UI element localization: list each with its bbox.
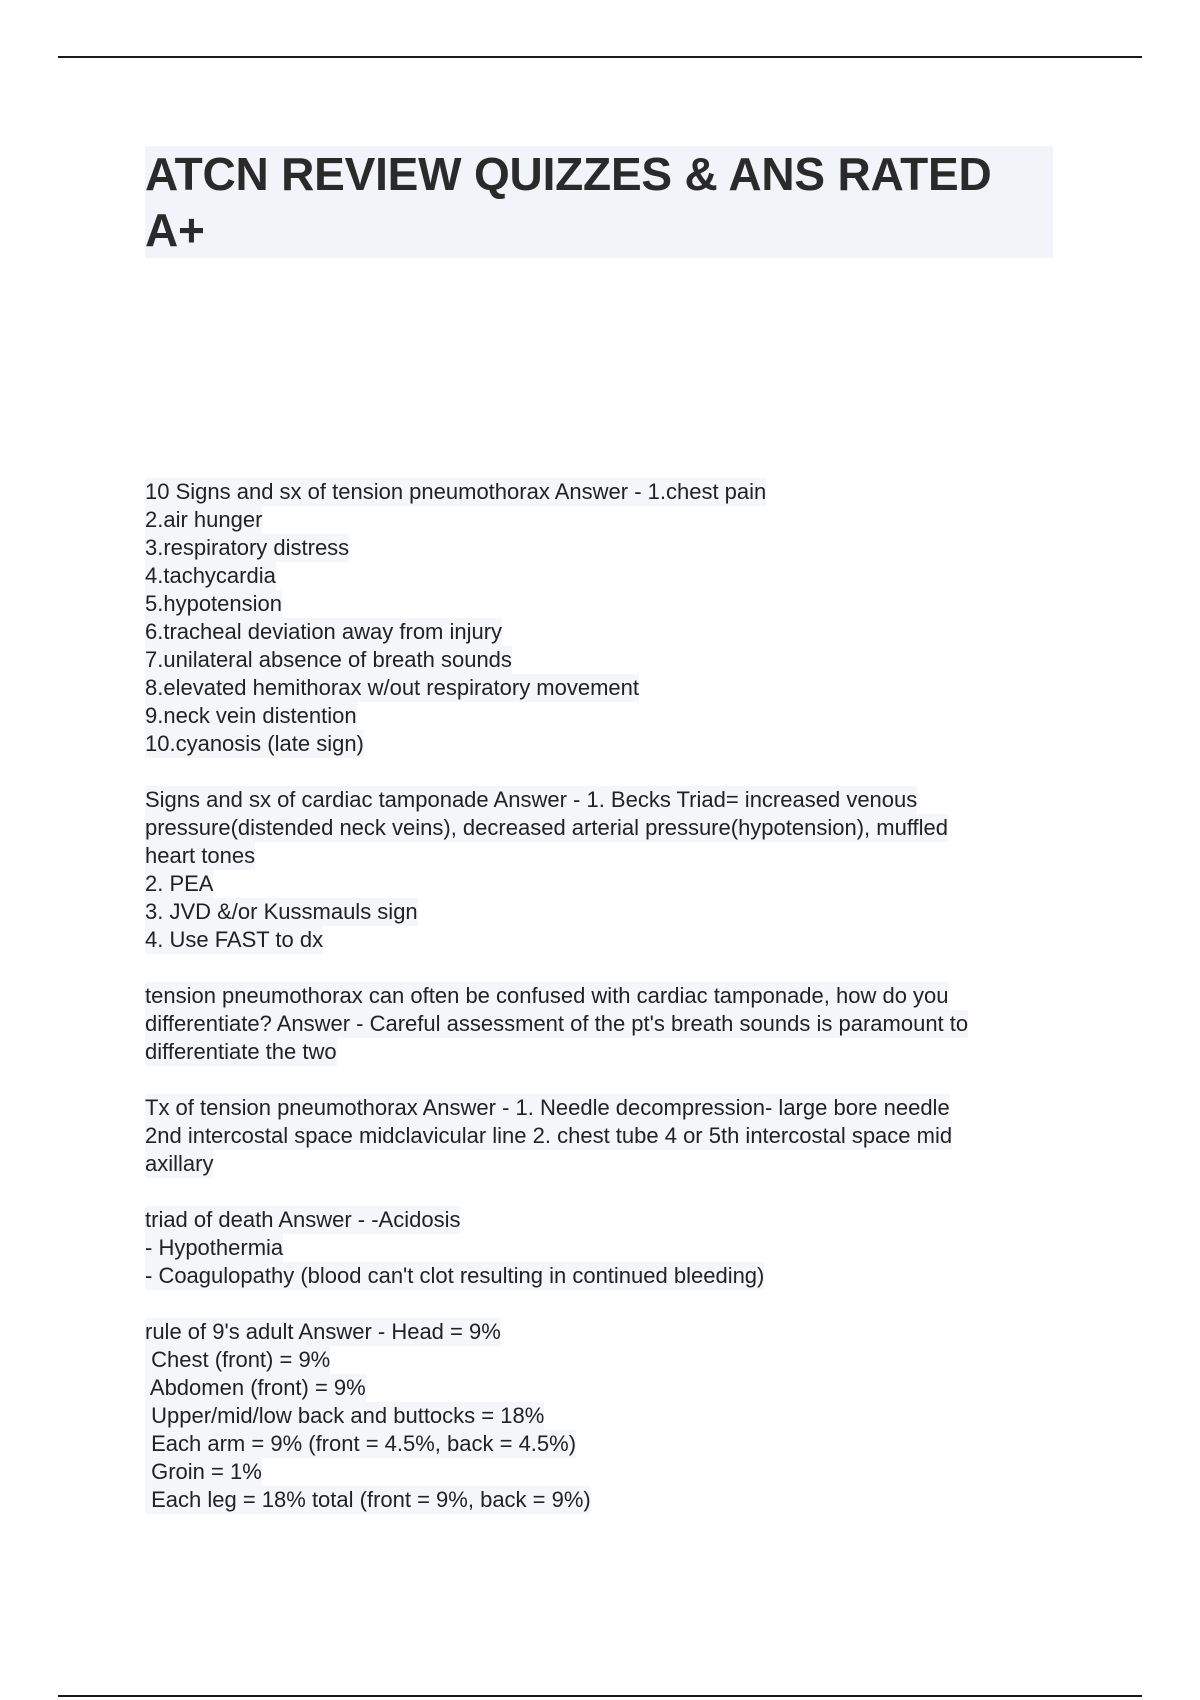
- qa-block: [145, 786, 1065, 954]
- text-line: - Coagulopathy (blood can't clot resulting in continued bleeding): [145, 1263, 765, 1288]
- title-block: [145, 146, 1053, 258]
- text-line: Each leg = 18% total (front = 9%, back = 9%): [145, 1487, 591, 1512]
- text-line: 2. PEA: [145, 871, 214, 896]
- text-line: pressure(distended neck veins), decreased arterial pressure(hypotension), muffled: [145, 815, 949, 840]
- text-line: Each arm = 9% (front = 4.5%, back = 4.5%): [145, 1431, 577, 1456]
- text-line-row: [145, 590, 1065, 618]
- text-line-row: [145, 1094, 1065, 1122]
- text-line-row: [145, 870, 1065, 898]
- text-line: Tx of tension pneumothorax Answer - 1. Needle decompression- large bore needle: [145, 1095, 950, 1120]
- text-line: 4.tachycardia: [145, 563, 276, 588]
- qa-block: [145, 982, 1065, 1066]
- text-line-row: [145, 562, 1065, 590]
- text-line: 8.elevated hemithorax w/out respiratory movement: [145, 675, 640, 700]
- title-line: ATCN REVIEW QUIZZES & ANS RATED: [145, 148, 992, 200]
- text-line-row: [145, 534, 1065, 562]
- text-line-row: [145, 730, 1065, 758]
- text-line-row: [145, 1458, 1065, 1486]
- qa-block: [145, 478, 1065, 758]
- text-line-row: [145, 1122, 1065, 1150]
- text-line-row: [145, 1262, 1065, 1290]
- text-line: 6.tracheal deviation away from injury: [145, 619, 503, 644]
- text-line-row: [145, 506, 1065, 534]
- text-line-row: [145, 618, 1065, 646]
- text-line-row: [145, 1318, 1065, 1346]
- text-line-row: [145, 1374, 1065, 1402]
- qa-block: [145, 1094, 1065, 1178]
- text-line-row: [145, 842, 1065, 870]
- text-line: 9.neck vein distention: [145, 703, 357, 728]
- qa-block: [145, 1318, 1065, 1514]
- text-line: 4. Use FAST to dx: [145, 927, 324, 952]
- title-line: A+: [145, 204, 205, 256]
- text-line-row: [145, 1010, 1065, 1038]
- text-line-row: [145, 926, 1065, 954]
- text-line: 3.respiratory distress: [145, 535, 350, 560]
- text-line-row: [145, 1150, 1065, 1178]
- text-line-row: [145, 478, 1065, 506]
- top-rule: [58, 56, 1142, 58]
- text-line-row: [145, 1346, 1065, 1374]
- text-line: Upper/mid/low back and buttocks = 18%: [145, 1403, 545, 1428]
- qa-block: [145, 1206, 1065, 1290]
- text-line-row: [145, 702, 1065, 730]
- text-line-row: [145, 898, 1065, 926]
- text-line: heart tones: [145, 843, 256, 868]
- text-line-row: [145, 646, 1065, 674]
- text-line: differentiate? Answer - Careful assessment of the pt's breath sounds is paramount to: [145, 1011, 969, 1036]
- text-line: 2.air hunger: [145, 507, 263, 532]
- text-line-row: [145, 1038, 1065, 1066]
- text-line-row: [145, 674, 1065, 702]
- text-line-row: [145, 1430, 1065, 1458]
- text-line: Groin = 1%: [145, 1459, 262, 1484]
- text-line: tension pneumothorax can often be confused with cardiac tamponade, how do you: [145, 983, 949, 1008]
- page-title: [145, 146, 1053, 258]
- text-line: 5.hypotension: [145, 591, 282, 616]
- text-line: triad of death Answer - -Acidosis: [145, 1207, 461, 1232]
- text-line-row: [145, 1486, 1065, 1514]
- text-line-row: [145, 814, 1065, 842]
- text-line: - Hypothermia: [145, 1235, 284, 1260]
- text-line: 3. JVD &/or Kussmauls sign: [145, 899, 418, 924]
- text-line: differentiate the two: [145, 1039, 337, 1064]
- text-line: 7.unilateral absence of breath sounds: [145, 647, 512, 672]
- bottom-rule: [58, 1695, 1142, 1697]
- text-line-row: [145, 1234, 1065, 1262]
- text-line: rule of 9's adult Answer - Head = 9%: [145, 1319, 501, 1344]
- text-line: 10.cyanosis (late sign): [145, 731, 364, 756]
- text-line: Chest (front) = 9%: [145, 1347, 331, 1372]
- text-line: 2nd intercostal space midclavicular line 2. chest tube 4 or 5th intercostal space mid: [145, 1123, 953, 1148]
- text-line: Signs and sx of cardiac tamponade Answer - 1. Becks Triad= increased venous: [145, 787, 918, 812]
- text-line-row: [145, 1206, 1065, 1234]
- text-line-row: [145, 982, 1065, 1010]
- text-line-row: [145, 1402, 1065, 1430]
- text-line: Abdomen (front) = 9%: [145, 1375, 366, 1400]
- text-line: axillary: [145, 1151, 214, 1176]
- document-body: [145, 478, 1065, 1542]
- text-line-row: [145, 786, 1065, 814]
- text-line: 10 Signs and sx of tension pneumothorax Answer - 1.chest pain: [145, 479, 767, 504]
